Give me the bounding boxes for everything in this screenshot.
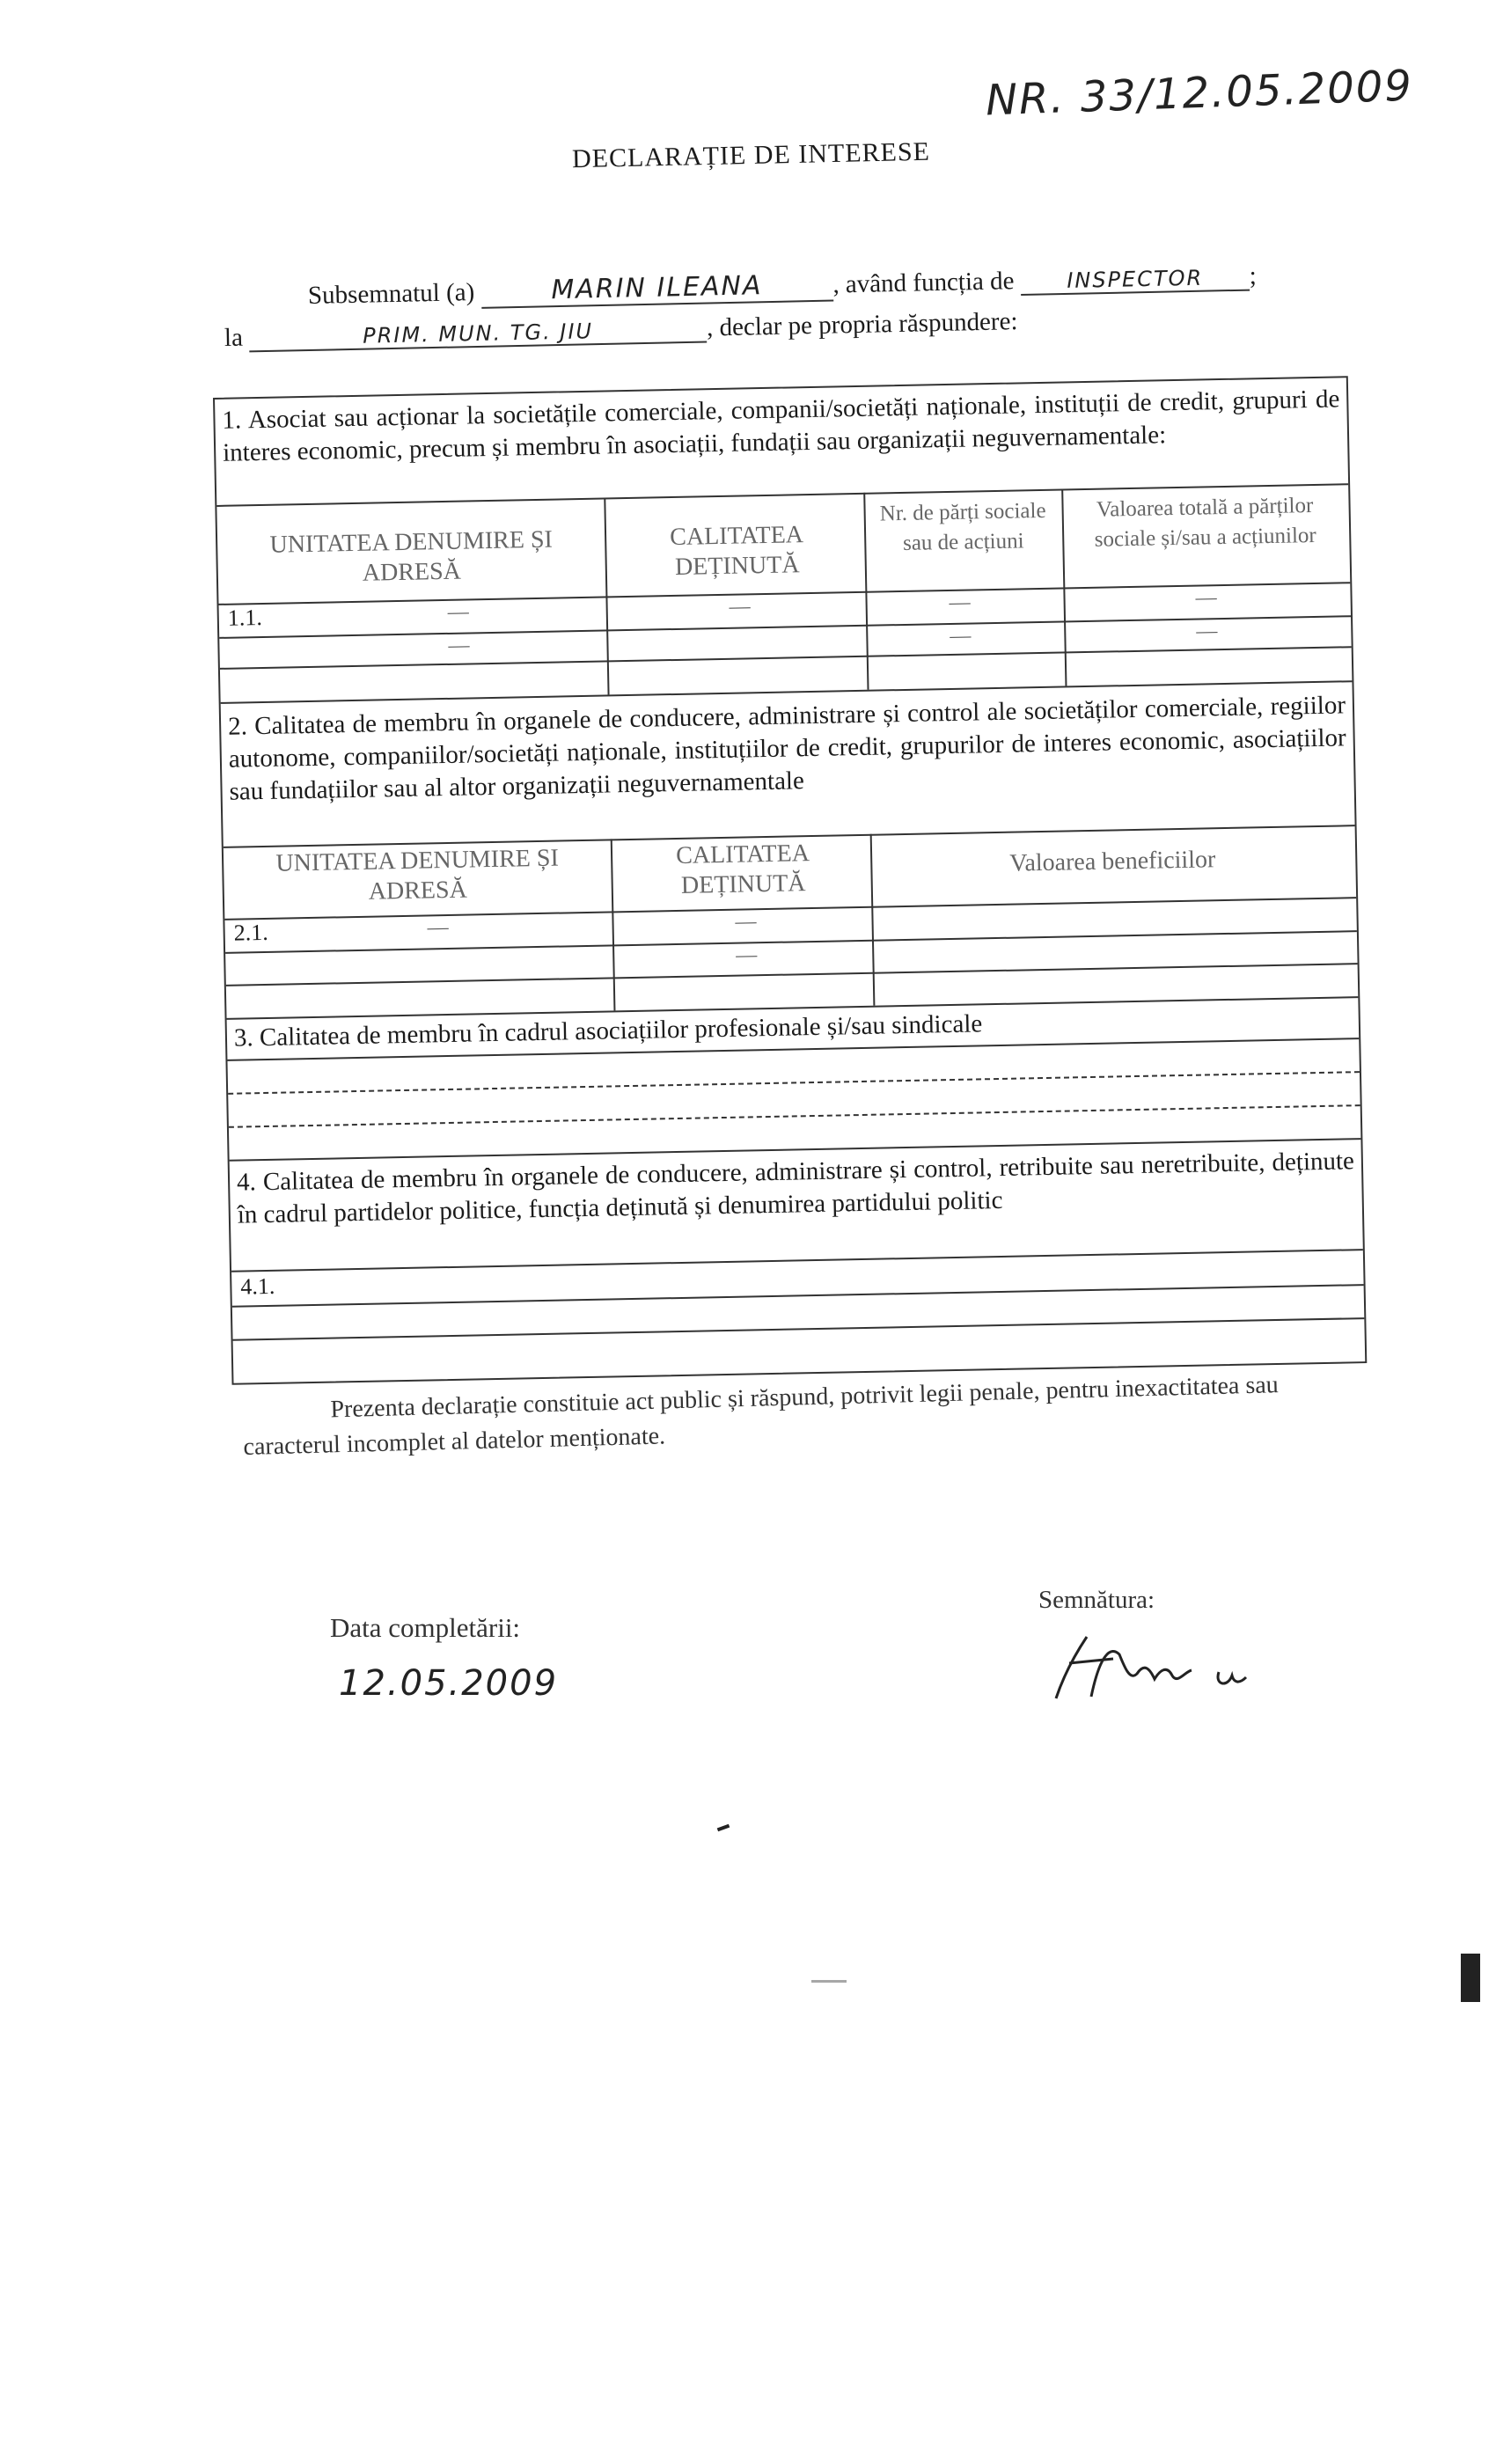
institution-field: PRIM. MUN. TG. JIU — [249, 317, 708, 353]
document-title: DECLARAȚIE DE INTERESE — [571, 136, 931, 174]
s2-col-valoarea-beneficiilor: Valoarea beneficiilor — [1009, 846, 1216, 877]
registration-number: NR. 33/12.05.2009 — [985, 61, 1414, 126]
scan-mark — [1461, 1954, 1480, 2002]
date-label: Data completării: — [330, 1612, 521, 1643]
section-2-heading: 2. Calitatea de membru în organele de conducere, administrare și control ale societăților comerciale, regiilor autonome, companiilor/societăți naționale, instituțiilor de credit, grupurilor de interes economic, asociațiilor sau fundațiilor sau al altor organizații neguvernamentale — [227, 691, 1346, 806]
declaration-statement: Prezenta declarație constituie act public și răspund, potrivit legii penale, pentru inexactitatea sau caracterul incomplet al datelor menționate. — [243, 1371, 1280, 1461]
section-4-heading: 4. Calitatea de membru în organele de conducere, administrare și control, retribuite sau neretribuite, deținute în cadrul partidelor politice, funcția deținută și denumirea partidului politic — [236, 1147, 1355, 1229]
divider — [220, 646, 1352, 670]
divider — [233, 1317, 1365, 1341]
section-1-heading: 1. Asociat sau acționar la societățile comerciale, companii/societăți naționale, instituții de credit, grupuri de interes economic, precum și membru în asociații, fundații sau organizații neguvernamentale: — [222, 385, 1340, 467]
divider — [225, 930, 1357, 954]
section-3-heading: 3. Calitatea de membru în cadrul asociațiilor profesionale și/sau sindicale — [233, 1009, 983, 1052]
intro-function-text: , având funcția de — [832, 267, 1015, 299]
intro-line-2 — [224, 307, 1018, 353]
handwritten-signature — [1038, 1619, 1267, 1720]
divider — [229, 1104, 1360, 1128]
empty-mark: — — [1196, 620, 1218, 643]
empty-mark: — — [735, 910, 757, 934]
scan-mark — [811, 1980, 847, 1983]
intro-declare-text: , declar pe propria răspundere: — [706, 307, 1018, 342]
scan-mark — [717, 1824, 730, 1832]
intro-la: la — [224, 323, 244, 352]
divider — [226, 963, 1358, 986]
column-divider — [870, 834, 876, 1006]
declaration-table — [213, 376, 1367, 1385]
signature-label: Semnătura: — [1038, 1586, 1155, 1614]
intro-prefix: Subsemnatul (a) — [307, 278, 475, 310]
s2-col-unitatea: UNITATEA DENUMIRE ȘI ADRESĂ — [275, 844, 560, 906]
empty-mark: — — [729, 595, 751, 619]
s1-col-nr-parti: Nr. de părți sociale sau de acțiuni — [879, 498, 1046, 555]
intro-end: ; — [1249, 261, 1258, 290]
function-field: INSPECTOR — [1020, 265, 1250, 296]
empty-mark: — — [427, 915, 449, 940]
divider — [231, 1249, 1363, 1272]
divider — [228, 1071, 1360, 1095]
row-label-1-1: 1.1. — [227, 604, 263, 631]
empty-mark: — — [447, 600, 469, 624]
declarant-name-field: MARIN ILEANA — [480, 269, 833, 309]
column-divider — [611, 839, 616, 1010]
intro-line-1 — [308, 260, 1258, 312]
divider — [232, 1284, 1364, 1308]
s1-col-valoarea: Valoarea totală a părților sociale și/sau a acțiunilor — [1094, 494, 1316, 552]
row-label-2-1: 2.1. — [233, 919, 268, 946]
empty-mark: — — [1195, 586, 1217, 610]
empty-mark: — — [736, 943, 758, 967]
s2-col-calitatea: CALITATEA DEȚINUTĂ — [675, 840, 810, 899]
empty-mark: — — [448, 634, 470, 657]
s1-col-calitatea: CALITATEA DEȚINUTĂ — [669, 521, 804, 581]
empty-mark: — — [950, 624, 972, 648]
empty-mark: — — [949, 590, 971, 614]
completion-date: 12.05.2009 — [339, 1663, 559, 1704]
divider — [219, 615, 1351, 639]
row-label-4-1: 4.1. — [240, 1272, 275, 1300]
s1-col-unitatea: UNITATEA DENUMIRE ȘI ADRESĂ — [269, 525, 554, 587]
